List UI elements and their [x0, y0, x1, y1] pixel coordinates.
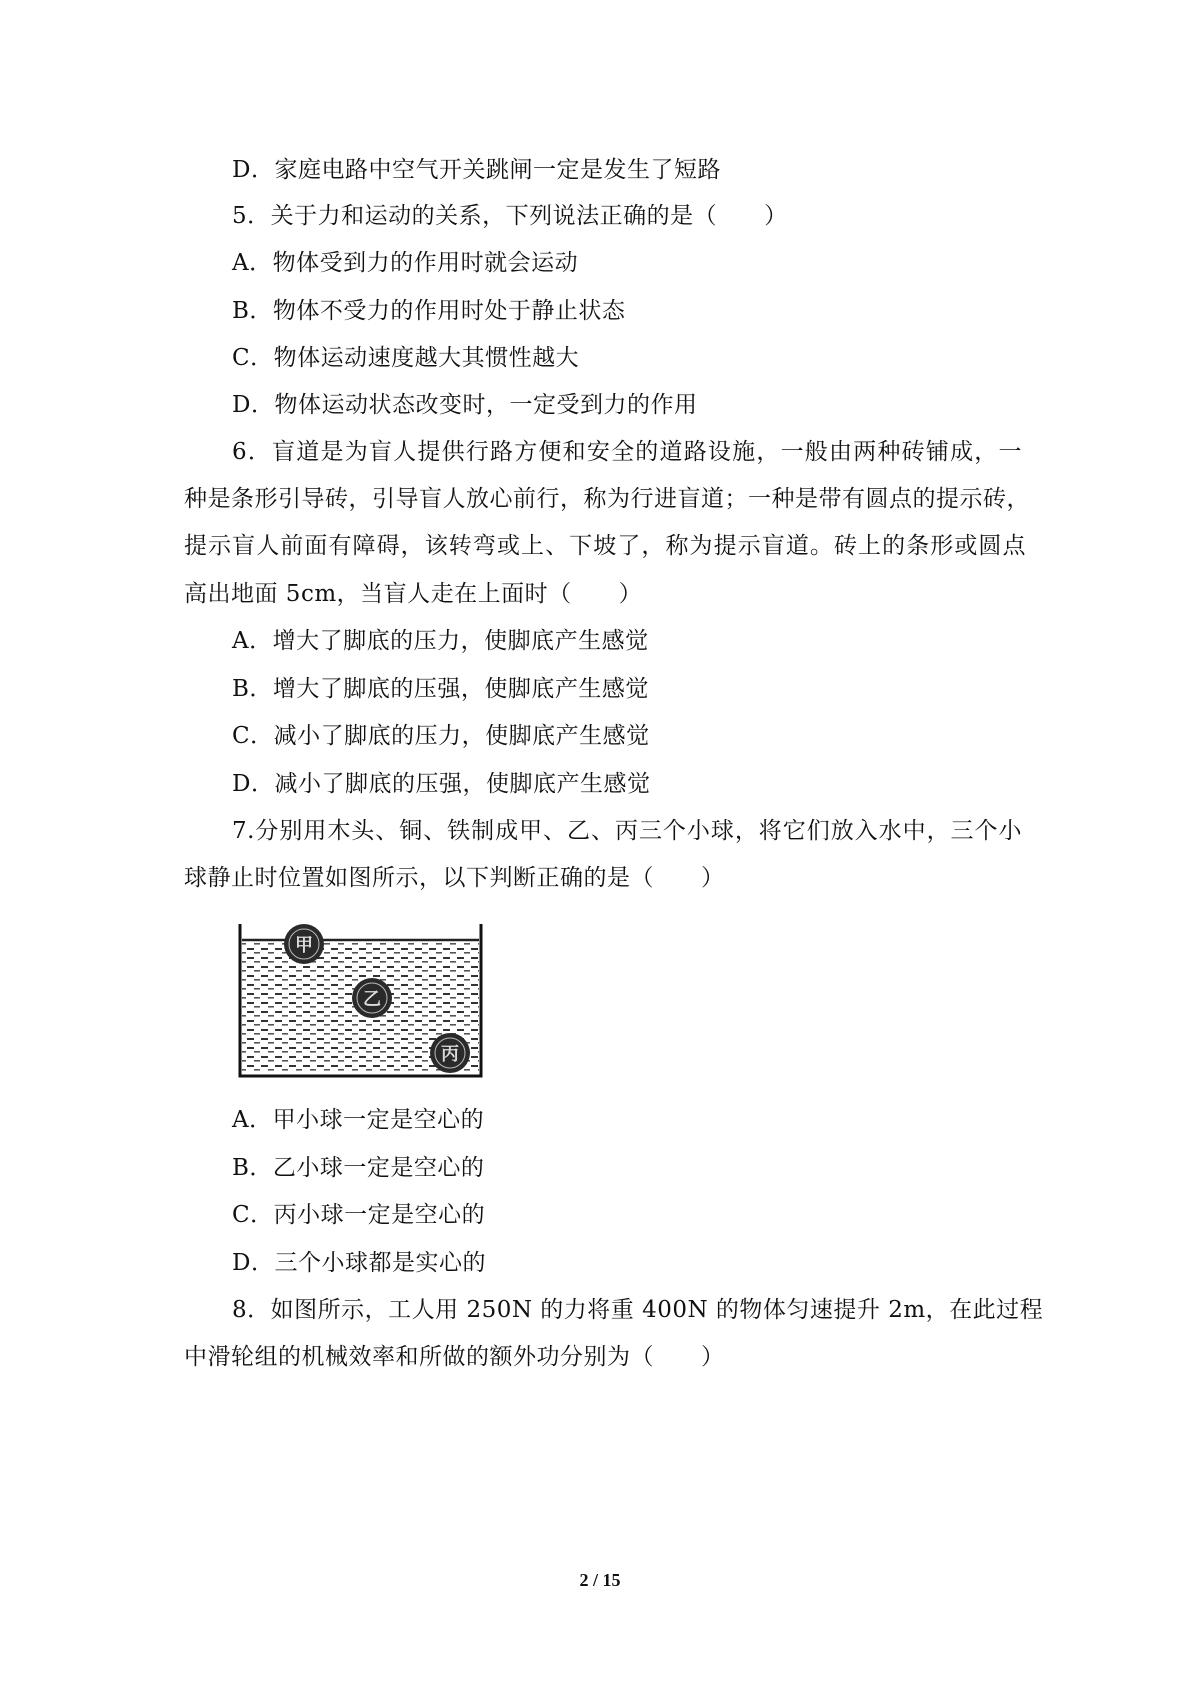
q5-option-c: C．物体运动速度越大其惯性越大 [232, 345, 580, 371]
q6-stem-line-4: 高出地面 5cm，当盲人走在上面时（ ） [184, 581, 643, 607]
q6-option-a: A．增大了脚底的压力，使脚底产生感觉 [232, 628, 649, 654]
q7-option-c: C．丙小球一定是空心的 [232, 1202, 486, 1228]
q7-stem-line-2: 球静止时位置如图所示，以下判断正确的是（ ） [184, 865, 725, 891]
ball-bing [430, 1033, 470, 1073]
q4-option-d: D．家庭电路中空气开关跳闸一定是发生了短路 [232, 157, 721, 183]
q6-stem-line-1: 6．盲道是为盲人提供行路方便和安全的道路设施，一般由两种砖铺成，一 [232, 439, 1022, 465]
q8-stem-line-1: 8．如图所示，工人用 250N 的力将重 400N 的物体匀速提升 2m，在此过程 [232, 1297, 1044, 1323]
q8-stem-line-2: 中滑轮组的机械效率和所做的额外功分别为（ ） [184, 1344, 725, 1370]
q6-option-c: C．减小了脚底的压力，使脚底产生感觉 [232, 723, 650, 749]
ball-yi [352, 978, 392, 1018]
q7-stem-line-1: 7.分别用木头、铜、铁制成甲、乙、丙三个小球，将它们放入水中，三个小 [232, 818, 1022, 844]
ball-yi-label: 乙 [363, 989, 381, 1010]
q6-option-b: B．增大了脚底的压强，使脚底产生感觉 [232, 676, 649, 702]
q7-option-b: B．乙小球一定是空心的 [232, 1155, 485, 1181]
q6-stem-line-3: 提示盲人前面有障碍，该转弯或上、下坡了，称为提示盲道。砖上的条形或圆点 [184, 533, 1026, 559]
ball-jia-label: 甲 [295, 935, 313, 956]
q6-option-d: D．减小了脚底的压强，使脚底产生感觉 [232, 771, 651, 797]
ball-jia [284, 924, 324, 964]
q5-option-a: A．物体受到力的作用时就会运动 [232, 250, 579, 276]
q5-option-b: B．物体不受力的作用时处于静止状态 [232, 298, 626, 324]
q5-option-d: D．物体运动状态改变时，一定受到力的作用 [232, 392, 698, 418]
q6-stem-line-2: 种是条形引导砖，引导盲人放心前行，称为行进盲道；一种是带有圆点的提示砖， [184, 486, 1030, 512]
q5-stem: 5．关于力和运动的关系，下列说法正确的是（ ） [232, 203, 788, 229]
page-number: 2 / 15 [579, 1570, 621, 1590]
q7-option-d: D．三个小球都是实心的 [232, 1250, 486, 1276]
balls-in-water-figure [232, 918, 492, 1084]
ball-bing-label: 丙 [441, 1044, 459, 1065]
q7-option-a: A．甲小球一定是空心的 [232, 1107, 485, 1133]
